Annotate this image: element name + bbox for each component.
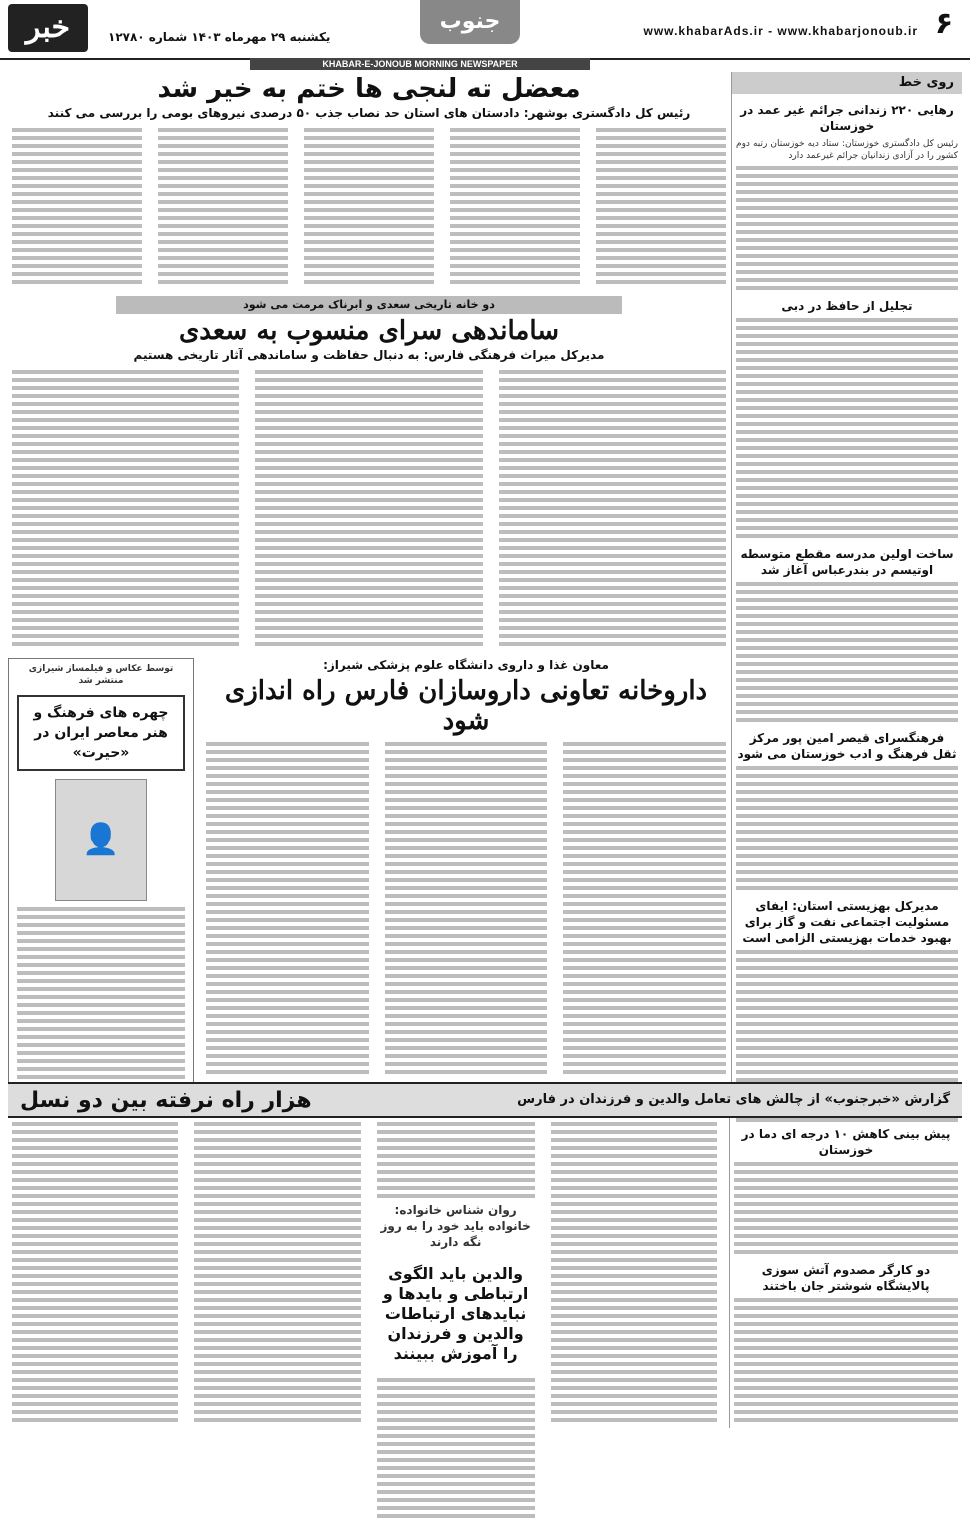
- side-headline-1: رهایی ۲۲۰ زندانی جرائم غیر عمد در خوزستان: [740, 103, 954, 133]
- main-deck: رئیس کل دادگستری بوشهر: دادستان های استان حد نصاب جذب ۵۰ درصدی نیروهای بومی را بررسی می کنند: [47, 106, 691, 120]
- paper-english-name: KHABAR-E-JONOUB MORNING NEWSPAPER: [250, 58, 590, 70]
- main-headline: معضل ته لنجی ها ختم به خیر شد: [157, 74, 581, 104]
- main-content: [8, 72, 730, 1088]
- box-title: چهره های فرهنگ و هنر معاصر ایران در «حیرت»: [17, 695, 185, 771]
- issue-date: یکشنبه ۲۹ مهرماه ۱۴۰۳ شماره ۱۲۷۸۰: [108, 30, 331, 44]
- portrait-photo: 👤: [55, 779, 147, 901]
- side-headline-3: ساخت اولین مدرسه مقطع متوسطه اوتیسم در بندرعباس آغاز شد: [740, 547, 954, 577]
- article-text: [547, 1118, 721, 1428]
- headline-3: داروخانه تعاونی داروسازان فارس راه اندازی شود: [224, 676, 708, 736]
- article-text: [730, 1298, 962, 1422]
- article-text: [732, 582, 962, 722]
- side-column: [731, 72, 962, 1082]
- band-subtitle: گزارش «خبرجنوب» از چالش های تعامل والدین و فرزندان در فارس: [517, 1092, 950, 1107]
- deck-2: مدیرکل میراث فرهنگی فارس: به دنبال حفاظت و ساماندهی آثار تاریخی هستیم: [133, 348, 605, 362]
- rooy-khat-label: روی خط: [732, 72, 962, 94]
- article-columns: [8, 366, 730, 650]
- headline-2: ساماندهی سرای منسوب به سعدی: [178, 316, 560, 346]
- side-subhead-1: رئیس کل دادگستری خوزستان: ستاد دیه خوزستان رتبه دوم کشور را در آزادی زندانیان جرائم غیرعمد دارد: [736, 139, 958, 161]
- quote-head: روان شناس خانواده: خانواده باید خود را به روز نگه دارند: [380, 1203, 531, 1249]
- article-text: [373, 1378, 539, 1518]
- kicker-3: معاون غذا و داروی دانشگاه علوم پزشکی شیراز:: [323, 658, 609, 672]
- article-text: [732, 766, 962, 890]
- article-text: [732, 166, 962, 290]
- report-band: [8, 1082, 962, 1118]
- weather-headline: پیش بینی کاهش ۱۰ درجه ای دما در خوزستان: [741, 1127, 951, 1157]
- article-text: [8, 1118, 182, 1428]
- side-headline-4: فرهنگسرای قیصر امین پور مرکز ثقل فرهنگ و ادب خوزستان می شود: [737, 731, 957, 761]
- article-text: [730, 1162, 962, 1254]
- side-headline-2: تجلیل از حافظ در دبی: [781, 299, 913, 313]
- article-text: [373, 1122, 539, 1198]
- page-number: ۶: [934, 6, 954, 41]
- masthead: [0, 0, 970, 60]
- band-headline: هزار راه نرفته بین دو نسل: [20, 1088, 312, 1113]
- website-links[interactable]: www.khabarAds.ir - www.khabarjonoub.ir: [643, 24, 918, 38]
- bottom-section: [8, 1118, 962, 1428]
- article-text: [732, 318, 962, 538]
- article-columns: [8, 124, 730, 288]
- article-text: [190, 1118, 364, 1428]
- paper-logo: خبر: [8, 4, 88, 52]
- pull-quote: والدین باید الگوی ارتباطی و بایدها و نبایدهای ارتباطات والدین و فرزندان را آموزش ببینند: [382, 1264, 529, 1363]
- fire-headline: دو کارگر مصدوم آتش سوزی پالایشگاه شوشتر جان باختند: [761, 1263, 931, 1293]
- article-text: [13, 907, 189, 1079]
- kicker-2: دو خانه تاریخی سعدی و ابرناک مرمت می شود: [116, 296, 621, 314]
- article-columns: [202, 738, 730, 1078]
- box-kicker: توسط عکاس و فیلمساز شیرازی منتشر شد: [28, 664, 174, 686]
- book-box: [8, 658, 194, 1088]
- side-headline-5: مدیرکل بهزیستی استان: ایفای مسئولیت اجتماعی نفت و گاز برای بهبود خدمات بهزیستی الزامی است: [742, 899, 952, 945]
- section-label: جنوب: [420, 0, 520, 44]
